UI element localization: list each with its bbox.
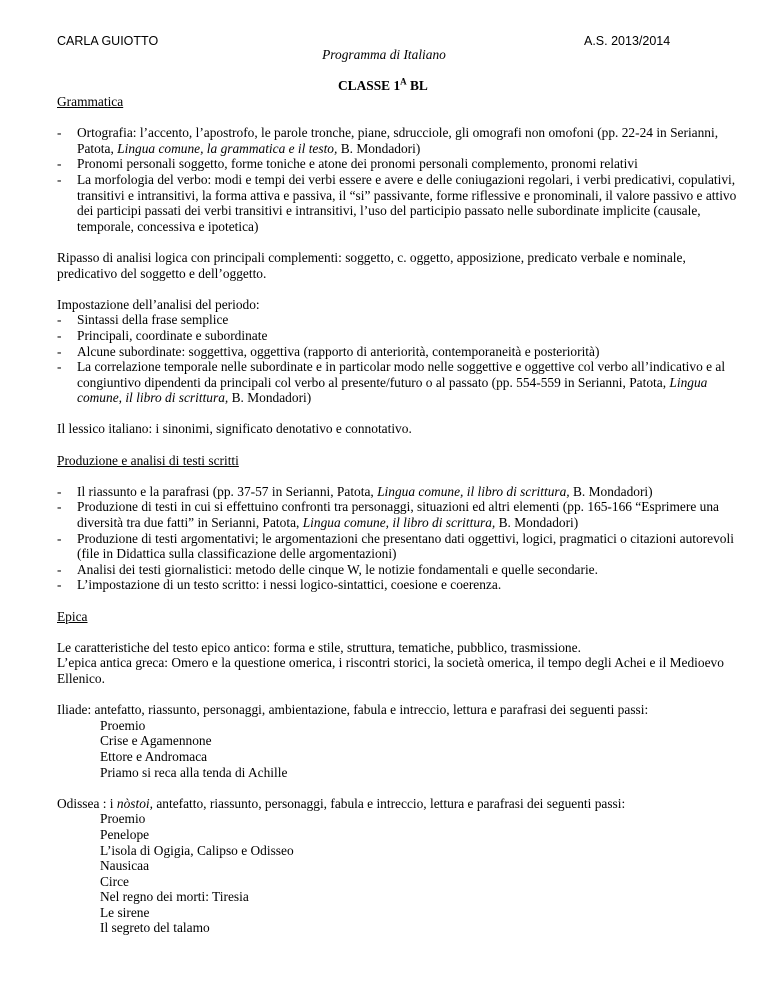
produzione-item [57,531,737,562]
section-heading-grammatica: Grammatica [57,94,124,109]
produzione-item [57,484,737,500]
bullet-dash: - [57,483,62,499]
bullet-dash: - [57,577,62,593]
author-name: CARLA GUIOTTO [57,34,159,48]
bullet-dash: - [57,499,62,515]
school-year: A.S. 2013/2014 [584,34,671,48]
grammatica-list [57,125,737,234]
iliade-passage: Priamo si reca alla tenda di Achille [100,764,288,780]
odissea-passage: Proemio [100,811,146,827]
periodo-item [57,328,737,344]
grammatica-item [57,125,737,156]
section-heading-produzione: Produzione e analisi di testi scritti [57,452,239,468]
periodo-intro: Impostazione dell’analisi del periodo: [57,296,260,312]
section-heading-epica: Epica [57,608,88,624]
ripasso-paragraph: Ripasso di analisi logica con principali complementi: soggetto, c. oggetto, apposizione, predicato verbale e nominale, predicativo del soggetto e dell’oggetto. [57,249,686,281]
document-body [57,94,737,936]
periodo-item [57,312,737,328]
list-item-text: Principali, coordinate e subordinate [77,327,268,343]
document-title: Programma di Italiano [322,47,446,62]
odissea-passage: Nel regno dei morti: Tiresia [100,889,249,905]
bullet-dash: - [57,343,62,359]
bullet-dash: - [57,156,62,172]
list-item-text: Ortografia: l’accento, l’apostrofo, le parole tronche, piane, sdrucciole, gli omografi non omofoni (pp. 22-24 in Serianni, Patota, Lingua comune, la grammatica e il testo, B. Mondadori) [77,125,719,156]
iliade-passage: Proemio [100,717,146,733]
produzione-item [57,562,737,578]
odissea-passage: Le sirene [100,904,150,920]
odissea-passage: Penelope [100,826,150,842]
odissea-passage: L’isola di Ogigia, Calipso e Odisseo [100,842,294,858]
list-item-text: La morfologia del verbo: modi e tempi dei verbi essere e avere e delle coniugazioni regolari, i verbi predicativi, copulativi, transitivi e intransitivi, la forma attiva e passiva, il “si” passivante, forme riflessive e pronominali, il valore passivo e attivo dei participi passati dei verbi transitivi e intransitivi, l’uso del participio passato nelle subordinate implicite (causale, temporale, concessiva e ipotetica) [77,171,737,234]
produzione-item [57,499,737,530]
list-item-text: L’impostazione di un testo scritto: i nessi logico-sintattici, coesione e coerenza. [77,577,502,593]
iliade-passage: Crise e Agamennone [100,733,212,749]
bullet-dash: - [57,327,62,343]
grammatica-item [57,172,737,234]
iliade-passage: Ettore e Andromaca [100,748,208,764]
periodo-list [57,312,737,406]
epica-intro-1: Le caratteristiche del testo epico antico: forma e stile, struttura, tematiche, pubblico, trasmissione. [57,639,581,655]
bullet-dash: - [57,312,62,328]
class-label: CLASSE $1^A$ BL [338,76,428,93]
list-item-text: Pronomi personali soggetto, forme toniche e atone dei pronomi personali complemento, pronomi relativi [77,156,638,172]
produzione-list [57,484,737,593]
grammatica-item [57,156,737,172]
produzione-item [57,577,737,593]
bullet-dash: - [57,561,62,577]
periodo-item [57,359,737,406]
list-item-text: Sintassi della frase semplice [77,312,229,328]
iliade-intro: Iliade: antefatto, riassunto, personaggi, ambientazione, fabula e intreccio, lettura e parafrasi dei seguenti passi: [57,702,649,718]
list-item-text: La correlazione temporale nelle subordinate e in particolar modo nelle soggettive e oggettive col verbo all’indicativo e al congiuntivo dipendenti da principali col verbo al presente/futuro o al passato (pp. 554-559 in Serianni, Patota, Lingua comune, il libro di scrittura, B. Mondadori) [77,359,726,406]
list-item-text: Alcune subordinate: soggettiva, oggettiva (rapporto di anteriorità, contemporaneità e posteriorità) [77,343,600,359]
list-item-text: Produzione di testi argomentativi; le argomentazioni che presentano dati oggettivi, logici, pragmatici o citazioni autorevoli (file in Didattica sulla classificazione delle argomentazioni) [77,530,734,562]
bullet-dash: - [57,530,62,546]
epica-intro-2: L’epica antica greca: Omero e la questione omerica, i riscontri storici, la società omerica, il tempo degli Achei e il Medioevo Ellenico. [57,655,724,686]
bullet-dash: - [57,171,62,187]
odissea-intro: Odissea : i nòstoi, antefatto, riassunto, personaggi, fabula e intreccio, lettura e parafrasi dei seguenti passi: [57,795,626,811]
list-item-text: Il riassunto e la parafrasi (pp. 37-57 in Serianni, Patota, Lingua comune, il libro di scrittura, B. Mondadori) [77,483,653,499]
bullet-dash: - [57,125,62,141]
list-item-text: Produzione di testi in cui si effettuino confronti tra personaggi, situazioni ed altri elementi (pp. 165-166 “Esprimere una diversità tra due fatti” in Serianni, Patota, Lingua comune, il libro di scrittura, B. Mondadori) [77,499,719,531]
odissea-passages [57,811,737,936]
lessico-paragraph: Il lessico italiano: i sinonimi, significato denotativo e connotativo. [57,421,412,437]
iliade-passages [57,718,737,780]
odissea-passage: Nausicaa [100,858,150,874]
list-item-text: Analisi dei testi giornalistici: metodo delle cinque W, le notizie fondamentali e quelle secondarie. [77,561,598,577]
bullet-dash: - [57,359,62,375]
periodo-item [57,344,737,360]
odissea-passage: Il segreto del talamo [100,920,210,936]
odissea-passage: Circe [100,873,129,889]
